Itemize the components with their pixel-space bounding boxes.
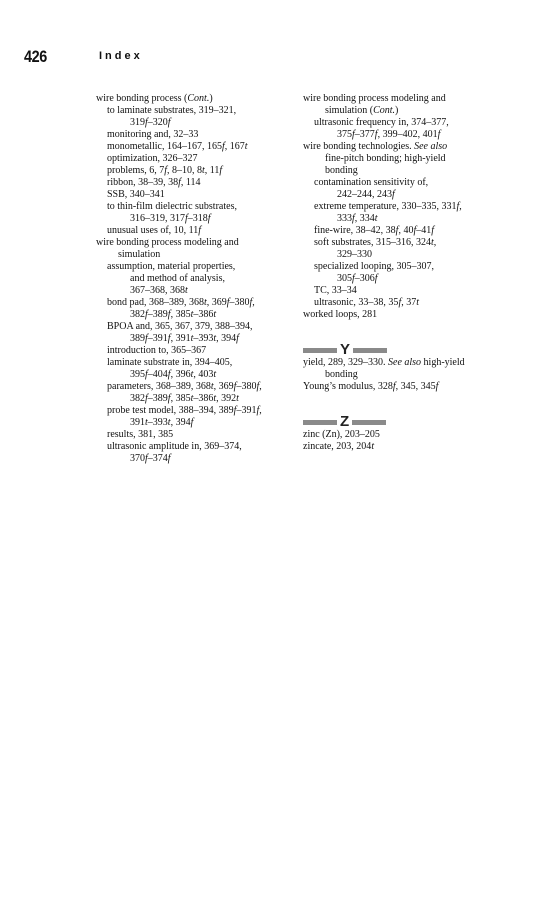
index-entry-continuation: fine-pitch bonding; high-yield	[325, 153, 446, 164]
section-rule-left	[303, 348, 337, 353]
page-number: 426	[24, 47, 47, 66]
section-letter-y: Y	[340, 341, 351, 358]
index-subentry: soft substrates, 315–316, 324t,	[314, 237, 437, 248]
index-subentry: ultrasonic amplitude in, 369–374,	[107, 441, 242, 452]
index-column-right	[303, 93, 499, 453]
index-entry-continuation: 305f–306f	[337, 273, 378, 284]
index-entry-continuation: 375f–377f, 399–402, 401f	[337, 129, 441, 140]
index-entry-continuation: 382f–389f, 385t–386t	[130, 309, 217, 320]
index-subentry: bond pad, 368–389, 368t, 369f–380f,	[107, 297, 255, 308]
section-heading-z	[303, 415, 499, 429]
index-entry-continuation: 367–368, 368t	[130, 285, 188, 296]
section-rule-right	[352, 420, 386, 425]
index-entry: yield, 289, 329–330. See also high-yield	[303, 357, 465, 368]
index-entry-continuation: simulation (Cont.)	[325, 105, 399, 116]
index-subentry: ultrasonic frequency in, 374–377,	[314, 117, 449, 128]
index-entry-continuation: 333f, 334t	[337, 213, 378, 224]
index-entry-continuation: 316–319, 317f–318f	[130, 213, 211, 224]
running-head: Index	[99, 50, 143, 62]
section-heading-y	[303, 343, 499, 357]
section-rule-right	[353, 348, 387, 353]
index-subentry: unusual uses of, 10, 11f	[107, 225, 202, 236]
index-entry: worked loops, 281	[303, 309, 378, 320]
section-letter-z: Z	[340, 413, 350, 430]
index-entry-continuation: 329–330	[337, 249, 372, 260]
index-entry-continuation: 389f–391f, 391t–393t, 394f	[130, 333, 239, 344]
index-entry-continuation: bonding	[325, 369, 358, 380]
index-entry-continuation: 391t–393t, 394f	[130, 417, 194, 428]
index-entry: zincate, 203, 204t	[303, 441, 375, 452]
index-entry-continuation: 242–244, 243f	[337, 189, 395, 200]
index-entry-continuation: simulation	[118, 249, 161, 260]
index-entry: wire bonding process (Cont.)	[96, 93, 213, 104]
index-subentry: BPOA and, 365, 367, 379, 388–394,	[107, 321, 253, 332]
index-subentry: monometallic, 164–167, 165f, 167t	[107, 141, 248, 152]
index-subentry: ribbon, 38–39, 38f, 114	[107, 177, 201, 188]
index-subentry: results, 381, 385	[107, 429, 174, 440]
index-entry-continuation: bonding	[325, 165, 358, 176]
index-subentry: monitoring and, 32–33	[107, 129, 199, 140]
index-entry-continuation: 382f–389f, 385t–386t, 392t	[130, 393, 239, 404]
index-subentry: extreme temperature, 330–335, 331f,	[314, 201, 462, 212]
index-subentry: introduction to, 365–367	[107, 345, 207, 356]
index-subentry: fine-wire, 38–42, 38f, 40f–41f	[314, 225, 434, 236]
index-entry: Young’s modulus, 328f, 345, 345f	[303, 381, 439, 392]
section-rule-left	[303, 420, 337, 425]
index-entry: wire bonding process modeling and	[303, 93, 446, 104]
index-entry-continuation: 395f–404f, 396t, 403t	[130, 369, 217, 380]
index-column-left	[96, 93, 292, 465]
index-subentry: problems, 6, 7f, 8–10, 8t, 11f	[107, 165, 223, 176]
index-subentry: probe test model, 388–394, 389f–391f,	[107, 405, 262, 416]
index-entry-continuation: and method of analysis,	[130, 273, 225, 284]
index-subentry: assumption, material properties,	[107, 261, 236, 272]
index-subentry: specialized looping, 305–307,	[314, 261, 434, 272]
index-subentry: optimization, 326–327	[107, 153, 198, 164]
index-subentry: ultrasonic, 33–38, 35f, 37t	[314, 297, 419, 308]
index-entry: wire bonding process modeling and	[96, 237, 239, 248]
index-subentry: to laminate substrates, 319–321,	[107, 105, 237, 116]
index-entry: wire bonding technologies. See also	[303, 141, 448, 152]
index-subentry: SSB, 340–341	[107, 189, 165, 200]
index-entry-continuation: 319f–320f	[130, 117, 171, 128]
index-entry: zinc (Zn), 203–205	[303, 429, 380, 440]
index-entry-continuation: 370f–374f	[130, 453, 171, 464]
index-subentry: contamination sensitivity of,	[314, 177, 429, 188]
index-subentry: parameters, 368–389, 368t, 369f–380f,	[107, 381, 262, 392]
index-subentry: TC, 33–34	[314, 285, 357, 296]
index-subentry: to thin-film dielectric substrates,	[107, 201, 237, 212]
index-subentry: laminate substrate in, 394–405,	[107, 357, 233, 368]
